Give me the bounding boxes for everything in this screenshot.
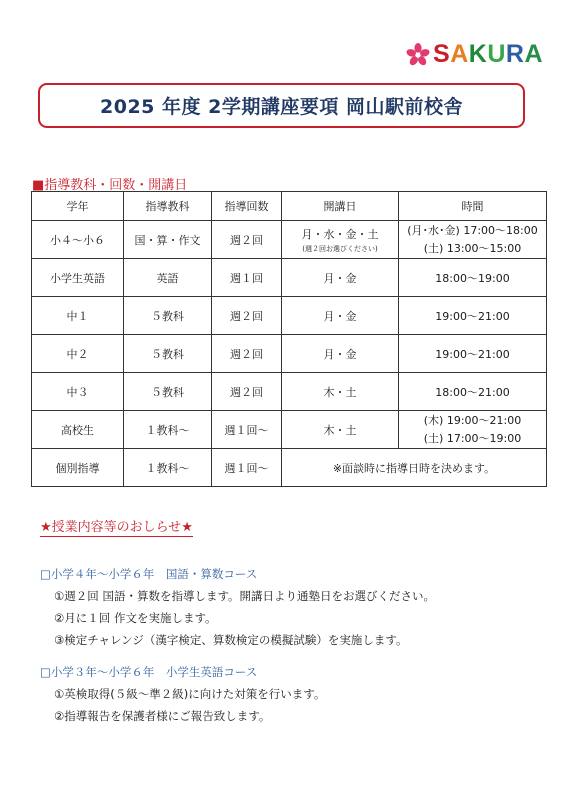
- grade-cell: 中２: [32, 335, 124, 373]
- grade-cell: 個別指導: [32, 449, 124, 487]
- header-count: 指導回数: [212, 192, 282, 221]
- notice-heading: ★授業内容等のおしらせ★: [40, 516, 193, 537]
- subject-cell: ５教科: [124, 297, 212, 335]
- time-line: (土) 13:00～15:00: [423, 241, 522, 255]
- time-line: (木) 19:00～21:00: [423, 413, 522, 427]
- time-line: (月･水･金) 17:00～18:00: [407, 223, 538, 237]
- time-cell: [399, 221, 547, 259]
- merged-note-cell: ※面談時に指導日時を決めます。: [282, 449, 547, 487]
- time-cell: 19:00～21:00: [399, 335, 547, 373]
- days-cell: 木・土: [282, 373, 399, 411]
- course-item: ②指導報告を保護者様にご報告致します。: [54, 709, 271, 723]
- header-subject: 指導教科: [124, 192, 212, 221]
- count-cell: 週２回: [212, 335, 282, 373]
- subject-cell: ５教科: [124, 335, 212, 373]
- header-days: 開講日: [282, 192, 399, 221]
- course-item: ①英検取得(５級～準２級)に向けた対策を行います。: [54, 687, 326, 701]
- count-cell: 週２回: [212, 373, 282, 411]
- schedule-heading: ■指導教科・回数・開講日: [32, 178, 188, 193]
- count-cell: 週１回: [212, 259, 282, 297]
- header-time: 時間: [399, 192, 547, 221]
- subject-cell: 国・算・作文: [124, 221, 212, 259]
- course-title: □小学３年～小学６年 小学生英語コース: [40, 665, 258, 679]
- days-cell: [282, 221, 399, 259]
- table-row: [32, 373, 547, 411]
- subject-cell: １教科～: [124, 411, 212, 449]
- table-header-row: [32, 192, 547, 221]
- subject-cell: ５教科: [124, 373, 212, 411]
- days-cell: 木・土: [282, 411, 399, 449]
- grade-cell: 高校生: [32, 411, 124, 449]
- page-title: 2025 年度 2学期講座要項 岡山駅前校舎: [100, 96, 463, 118]
- days-cell: 月・金: [282, 335, 399, 373]
- days-cell: 月・金: [282, 297, 399, 335]
- time-cell: 19:00～21:00: [399, 297, 547, 335]
- header-grade: 学年: [32, 192, 124, 221]
- schedule-table: [31, 191, 547, 487]
- count-cell: 週１回～: [212, 449, 282, 487]
- subject-cell: １教科～: [124, 449, 212, 487]
- sakura-logo: [405, 40, 543, 69]
- table-row: [32, 259, 547, 297]
- cherry-blossom-icon: [405, 42, 431, 68]
- table-row: [32, 411, 547, 449]
- grade-cell: 小４～小６: [32, 221, 124, 259]
- grade-cell: 中１: [32, 297, 124, 335]
- logo-text: SAKURA: [433, 40, 543, 68]
- course-item: ②月に１回 作文を実施します。: [54, 611, 217, 625]
- days-note: (週２回お選びください): [302, 244, 378, 253]
- table-row: [32, 297, 547, 335]
- course-block: [40, 664, 325, 724]
- course-item: ①週２回 国語・算数を指導します。開講日より通塾日をお選びください。: [54, 589, 436, 603]
- table-row: [32, 335, 547, 373]
- time-line: (土) 17:00～19:00: [423, 431, 522, 445]
- course-item: ③検定チャレンジ（漢字検定、算数検定の模擬試験）を実施します。: [54, 633, 408, 647]
- grade-cell: 小学生英語: [32, 259, 124, 297]
- table-row: [32, 221, 547, 259]
- time-cell: 18:00～21:00: [399, 373, 547, 411]
- grade-cell: 中３: [32, 373, 124, 411]
- time-cell: [399, 411, 547, 449]
- days-text: 月・水・金・土: [301, 227, 379, 241]
- table-row: [32, 449, 547, 487]
- count-cell: 週２回: [212, 221, 282, 259]
- title-frame: [38, 83, 525, 128]
- course-title: □小学４年～小学６年 国語・算数コース: [40, 567, 258, 581]
- time-cell: 18:00～19:00: [399, 259, 547, 297]
- course-block: [40, 566, 435, 648]
- subject-cell: 英語: [124, 259, 212, 297]
- count-cell: 週１回～: [212, 411, 282, 449]
- count-cell: 週２回: [212, 297, 282, 335]
- days-cell: 月・金: [282, 259, 399, 297]
